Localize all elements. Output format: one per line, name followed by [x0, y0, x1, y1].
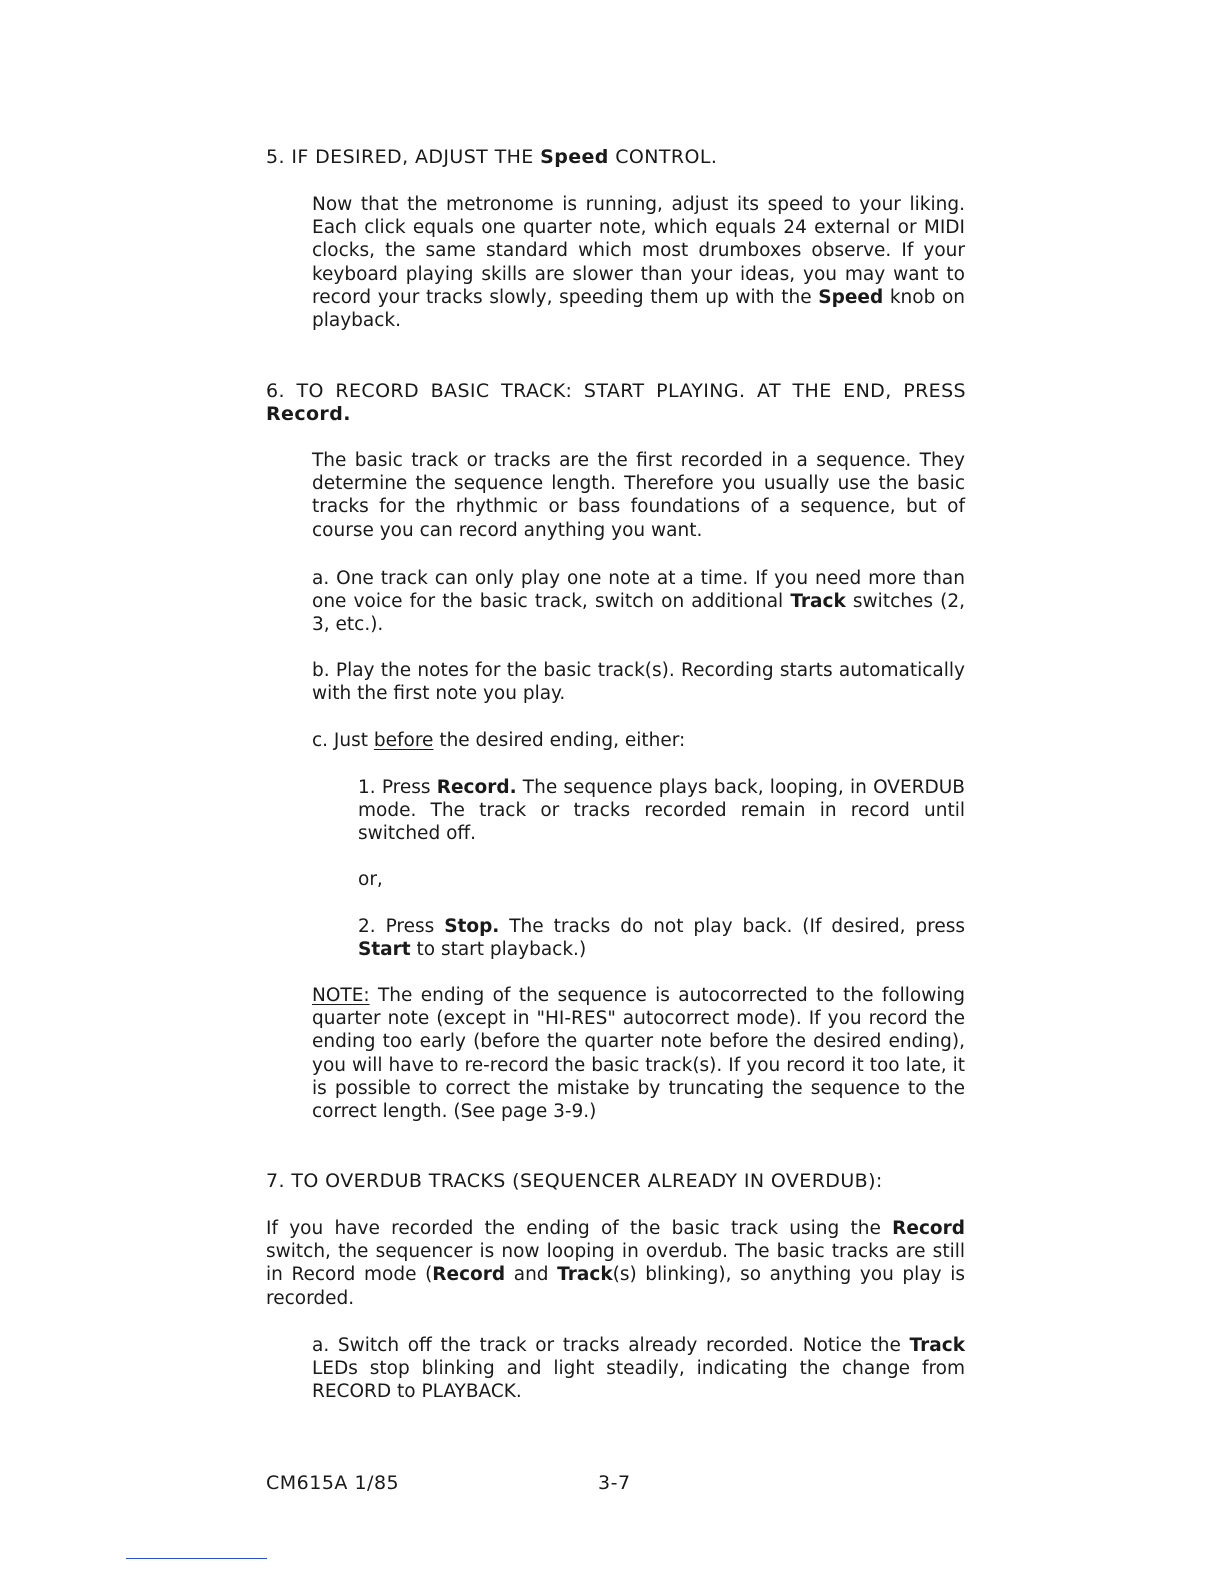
- step5-heading: 5. IF DESIRED, ADJUST THE Speed CONTROL.: [266, 146, 718, 168]
- step6-note: NOTE: The ending of the sequence is autocorrected to the following quarter note (except in "HI-RES" autocorrect mode). If you record the ending too early (before the quarter note before the desired ending), you will have to re-record the basic track(s). If you record it too late, it is possible to correct the mistake by truncating the sequence to the correct length. (See page 3-9.): [312, 985, 965, 1123]
- step6-or: or,: [358, 869, 383, 890]
- step6-option-1: 1. Press Record. The sequence plays back, looping, in OVERDUB mode. The track or tracks recorded remain in record until switched off.: [358, 777, 965, 845]
- step5-body: Now that the metronome is running, adjust its speed to your liking. Each click equals one quarter note, which equals 24 external or MIDI clocks, the same standard which most drumboxes observe. If your keyboard playing skills are slower than your ideas, you may want to record your tracks slowly, speeding them up with the Speed knob on playback.: [312, 194, 965, 332]
- step6-item-a: a. One track can only play one note at a time. If you need more than one voice for the basic track, switch on additional Track switches (2, 3, etc.).: [312, 568, 965, 636]
- step7-heading: 7. TO OVERDUB TRACKS (SEQUENCER ALREADY IN OVERDUB):: [266, 1170, 883, 1192]
- step6-item-c: c. Just before the desired ending, either:: [312, 730, 686, 751]
- step6-item-b: b. Play the notes for the basic track(s). Recording starts automatically with the first note you play.: [312, 660, 965, 705]
- footer-doc-id: CM615A 1/85: [266, 1472, 400, 1494]
- step7-item-a: a. Switch off the track or tracks already recorded. Notice the Track LEDs stop blinking and light steadily, indicating the change from RECORD to PLAYBACK.: [312, 1335, 965, 1403]
- bottom-divider: [126, 1558, 267, 1559]
- step6-option-2: 2. Press Stop. The tracks do not play back. (If desired, press Start to start playback.): [358, 916, 965, 961]
- footer-page-number: 3-7: [598, 1472, 631, 1494]
- step6-heading: 6. TO RECORD BASIC TRACK: START PLAYING. AT THE END, PRESS Record.: [266, 380, 966, 425]
- step6-intro: The basic track or tracks are the first recorded in a sequence. They determine the sequence length. Therefore you usually use the basic tracks for the rhythmic or bass foundations of a sequence, but of course you can record anything you want.: [312, 450, 965, 541]
- step7-intro: If you have recorded the ending of the basic track using the Record switch, the sequencer is now looping in overdub. The basic tracks are still in Record mode (Record and Track(s) blinking), so anything you play is recorded.: [266, 1218, 965, 1309]
